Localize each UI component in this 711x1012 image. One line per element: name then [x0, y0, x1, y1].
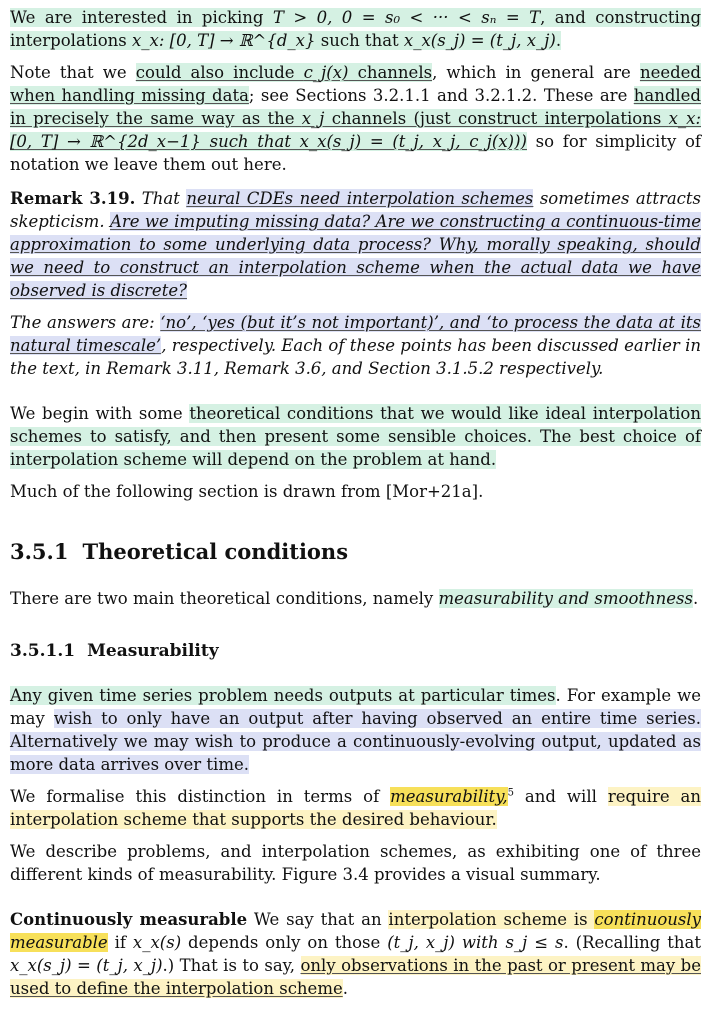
remark-3-19: Remark 3.19. That neural CDEs need interpolation schemes sometimes attracts skepticism. Are we imputing missing data? Are we constructing a continuous-time approximation to some underlying data process? Why, morally speaking, should we need to construct an interpolation scheme when the actual data we have observed is discrete? — [10, 189, 702, 300]
paragraph-missing-data-channels: Note that we could also include c_j(x) channels, which in general are needed when handling missing data; see Sections 3.2.1.1 and 3.2.1.2. These are handled in precisely the same way as the x_j channels (just construct interpolations x_x: [0, T] → ℝ^{2d_x−1} such that x_x(s_j) = (t_j, x_j, c_j(x))) so for simplicity of notation we leave them out here. — [10, 63, 701, 174]
highlight-green: Any given time series problem needs outputs at particular times — [10, 686, 556, 705]
paragraph-two-conditions: There are two main theoretical conditions, namely measurability and smoothness. — [10, 589, 699, 608]
paragraph-three-kinds: We describe problems, and interpolation schemes, as exhibiting one of three different kinds of measurability. Figure 3.4 provides a visual summary. — [10, 842, 701, 884]
math-inline: x_x(s) — [132, 933, 182, 952]
highlight-blue: Are we imputing missing data? Are we constructing a continuous-time approximation to some underlying data process? Why, morally speaking, should we need to construct an interpolation scheme when the actual data we have observed is discrete? — [10, 212, 701, 300]
definition-label: Continuously measurable — [10, 910, 248, 929]
math-inline: x_x: [0, T] → ℝ^{d_x} — [131, 31, 316, 50]
highlight-green: needed when handling missing data — [10, 63, 701, 105]
paragraph-theoretical-conditions-intro: We begin with some theoretical conditions that we would like ideal interpolation schemes to satisfy, and then present some sensible choices. The best choice of interpolation scheme will depend on the problem at hand. — [10, 404, 701, 469]
highlight-orange: measurability, — [390, 787, 508, 806]
highlight-yellow: only observations in the past or present may be used to define the interpolation scheme — [10, 956, 701, 998]
highlight-blue: neural CDEs need interpolation schemes — [186, 189, 534, 208]
math-inline: c_j(x) — [303, 63, 349, 82]
remark-answers: The answers are: ‘no’, ‘yes (but it’s not important)’, and ‘to process the data at its natural timescale’, respectively. Each of these points has been discussed earlier in the text, in Remark 3.11, Remark 3.6, and Section 3.1.5.2 respectively. — [10, 313, 701, 378]
highlight-blue: ‘no’, ‘yes (but it’s not important)’, and ‘to process the data at its natural timescale’ — [10, 313, 701, 355]
subsection-heading-3-5-1-1: 3.5.1.1 Measurability — [10, 641, 219, 661]
highlight-green: could also include c_j(x) channels — [135, 63, 433, 82]
highlight-green: handled in precisely the same way as the x_j channels (just construct interpolations x_x: [0, T] → ℝ^{2d_x−1} such that x_x(s_j) = (t_j, x_j, c_j(x))) — [10, 86, 701, 151]
math-inline: x_x(s_j) = (t_j, x_j) — [10, 956, 163, 975]
math-inline: (t_j, x_j) with s_j ≤ s — [387, 933, 564, 952]
math-inline: x_j — [301, 109, 325, 128]
paragraph-formalise-measurability: We formalise this distinction in terms of measurability,$^5$ and will require an interpolation scheme that supports the desired behaviour. — [10, 787, 702, 829]
highlight-green: measurability and smoothness — [438, 589, 693, 608]
highlight-green: theoretical conditions that we would like ideal interpolation schemes to satisfy, and then present some sensible choices. The best choice of interpolation scheme will depend on the problem at hand. — [10, 404, 701, 469]
highlight-green: We are interested in picking T > 0, 0 = s₀ < ··· < sₙ = T, and constructing interpolations x_x: [0, T] → ℝ^{d_x} such that x_x(s_j) = (t_j, x_j). — [10, 8, 702, 50]
highlight-blue: wish to only have an output after having observed an entire time series. Alternatively we may wish to produce a continuously-evolving output, updated as more data arrives over time. — [10, 709, 701, 774]
paragraph-source: Much of the following section is drawn from [Mor+21a]. — [10, 482, 484, 501]
math-inline: x_x(s_j) = (t_j, x_j) — [403, 31, 556, 50]
footnote-marker: 5 — [507, 787, 514, 799]
section-heading-3-5-1: 3.5.1 Theoretical conditions — [10, 539, 349, 564]
paragraph-interpolation-setup — [10, 6, 701, 52]
remark-label: Remark 3.19. — [10, 189, 136, 208]
highlight-yellow: interpolation scheme is — [388, 910, 595, 929]
paragraph-continuously-measurable: Continuously measurable We say that an interpolation scheme is continuously measurable if x_x(s) depends only on those (t_j, x_j) with s_j ≤ s. (Recalling that x_x(s_j) = (t_j, x_j).) That is to say, only observations in the past or present may be used to define the interpolation scheme. — [10, 910, 702, 998]
math-inline: x_x: [0, T] → ℝ^{2d_x−1} such that x_x(s_j) = (t_j, x_j, c_j(x))) — [10, 109, 701, 151]
highlight-orange: continuously measurable — [10, 910, 701, 952]
math-inline: T > 0, 0 = s₀ < ··· < sₙ = T — [272, 8, 541, 27]
paragraph-measurability-outputs: Any given time series problem needs outputs at particular times. For example we may wish to only have an output after having observed an entire time series. Alternatively we may wish to produce a continuously-evolving output, updated as more data arrives over time. — [10, 686, 701, 774]
highlight-yellow: require an interpolation scheme that supports the desired behaviour. — [10, 787, 702, 829]
